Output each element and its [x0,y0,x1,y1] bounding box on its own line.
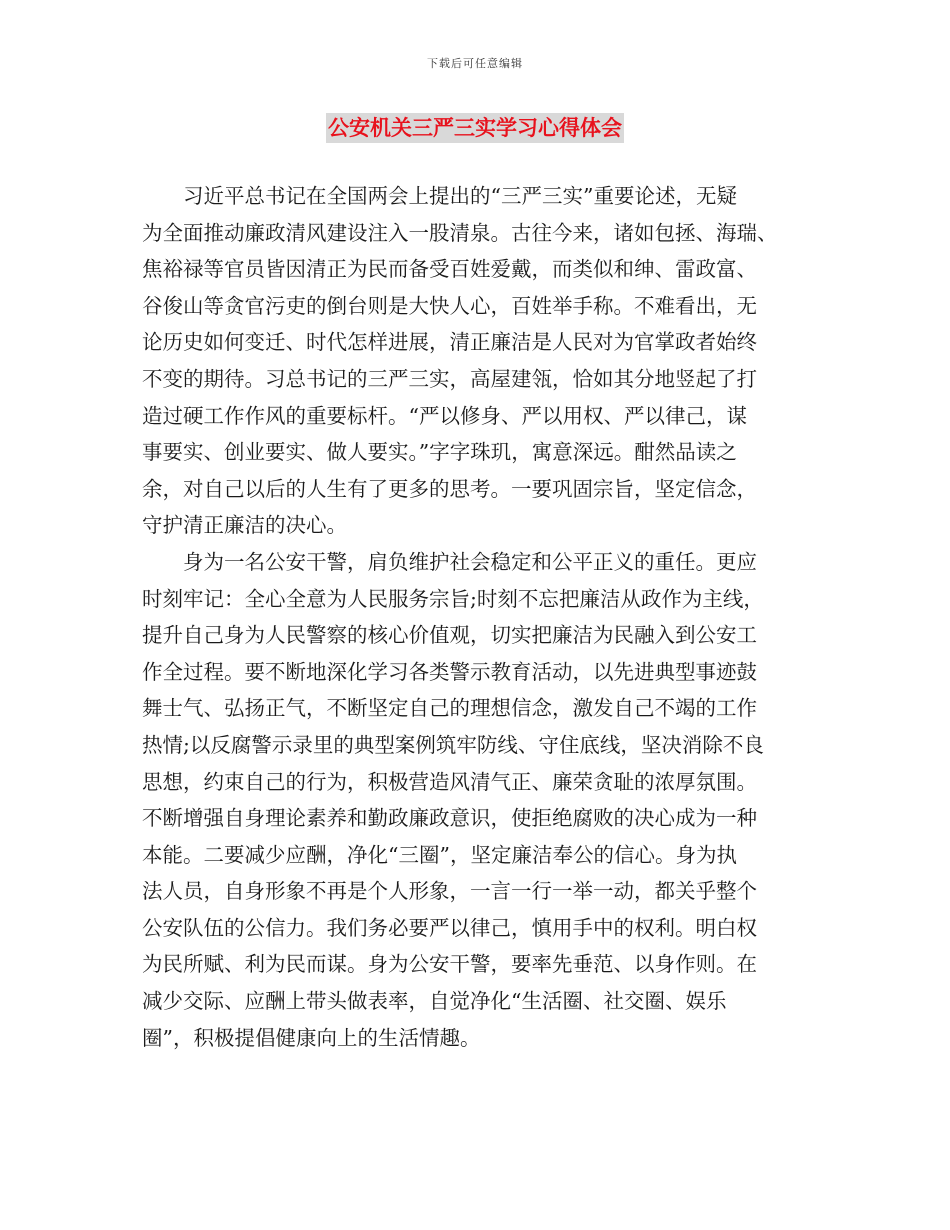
paragraph-line: 时刻牢记：全心全意为人民服务宗旨;时刻不忘把廉洁从政作为主线， [142,586,764,611]
document-body [142,178,812,1056]
title-wrapper [0,113,950,143]
paragraph-line: 焦裕禄等官员皆因清正为民而备受百姓爱戴，而类似和绅、雷政富、 [142,257,757,282]
document-title: 公安机关三严三实学习心得体会 [326,113,624,143]
paragraph-line: 余，对自己以后的人生有了更多的思考。一要巩固宗旨，坚定信念， [142,476,757,501]
paragraph-line: 为全面推动廉政清风建设注入一股清泉。古往今来，诸如包拯、海瑞、 [142,220,778,245]
paragraph-line: 谷俊山等贪官污吏的倒台则是大快人心，百姓举手称。不难看出，无 [142,293,757,318]
paragraph-line: 圈”，积极提倡健康向上的生活情趣。 [142,1025,481,1050]
paragraph-line: 减少交际、应酬上带头做表率，自觉净化“生活圈、社交圈、娱乐 [142,989,727,1014]
paragraph-line: 不断增强自身理论素养和勤政廉政意识，使拒绝腐败的决心成为一种 [142,806,757,831]
paragraph-line: 公安队伍的公信力。我们务必要严以律己，慎用手中的权利。明白权 [142,915,757,940]
paragraph-line: 法人员，自身形象不再是个人形象，一言一行一举一动，都关乎整个 [142,879,757,904]
header-note: 下载后可任意编辑 [427,57,523,70]
paragraph-line: 作全过程。要不断地深化学习各类警示教育活动，以先进典型事迹鼓 [142,659,757,684]
paragraph-line: 事要实、创业要实、做人要实。”字字珠玑，寓意深远。酣然品读之 [142,440,737,465]
paragraph-line: 思想，约束自己的行为，积极营造风清气正、廉荣贪耻的浓厚氛围。 [142,769,757,794]
paragraph-line: 本能。二要减少应酬，净化“三圈”，坚定廉洁奉公的信心。身为执 [142,842,737,867]
paragraph-line: 守护清正廉洁的决心。 [142,513,347,538]
paragraph-line: 身为一名公安干警，肩负维护社会稳定和公平正义的重任。更应 [183,549,757,574]
paragraph-line: 论历史如何变迁、时代怎样进展，清正廉洁是人民对为官掌政者始终 [142,330,757,355]
paragraph-line: 习近平总书记在全国两会上提出的“三严三实”重要论述，无疑 [183,184,737,208]
paragraph-line: 舞士气、弘扬正气，不断坚定自己的理想信念，激发自己不竭的工作 [142,696,757,721]
paragraph-line: 热情;以反腐警示录里的典型案例筑牢防线、守住底线，坚决消除不良 [142,732,764,757]
paragraph-line: 不变的期待。习总书记的三严三实，高屋建瓴，恰如其分地竖起了打 [142,366,757,391]
paragraph-line: 为民所赋、利为民而谋。身为公安干警，要率先垂范、以身作则。在 [142,952,757,977]
paragraph-line: 提升自己身为人民警察的核心价值观，切实把廉洁为民融入到公安工 [142,623,757,648]
paragraph-line: 造过硬工作作风的重要标杆。“严以修身、严以用权、严以律己，谋 [142,403,747,428]
